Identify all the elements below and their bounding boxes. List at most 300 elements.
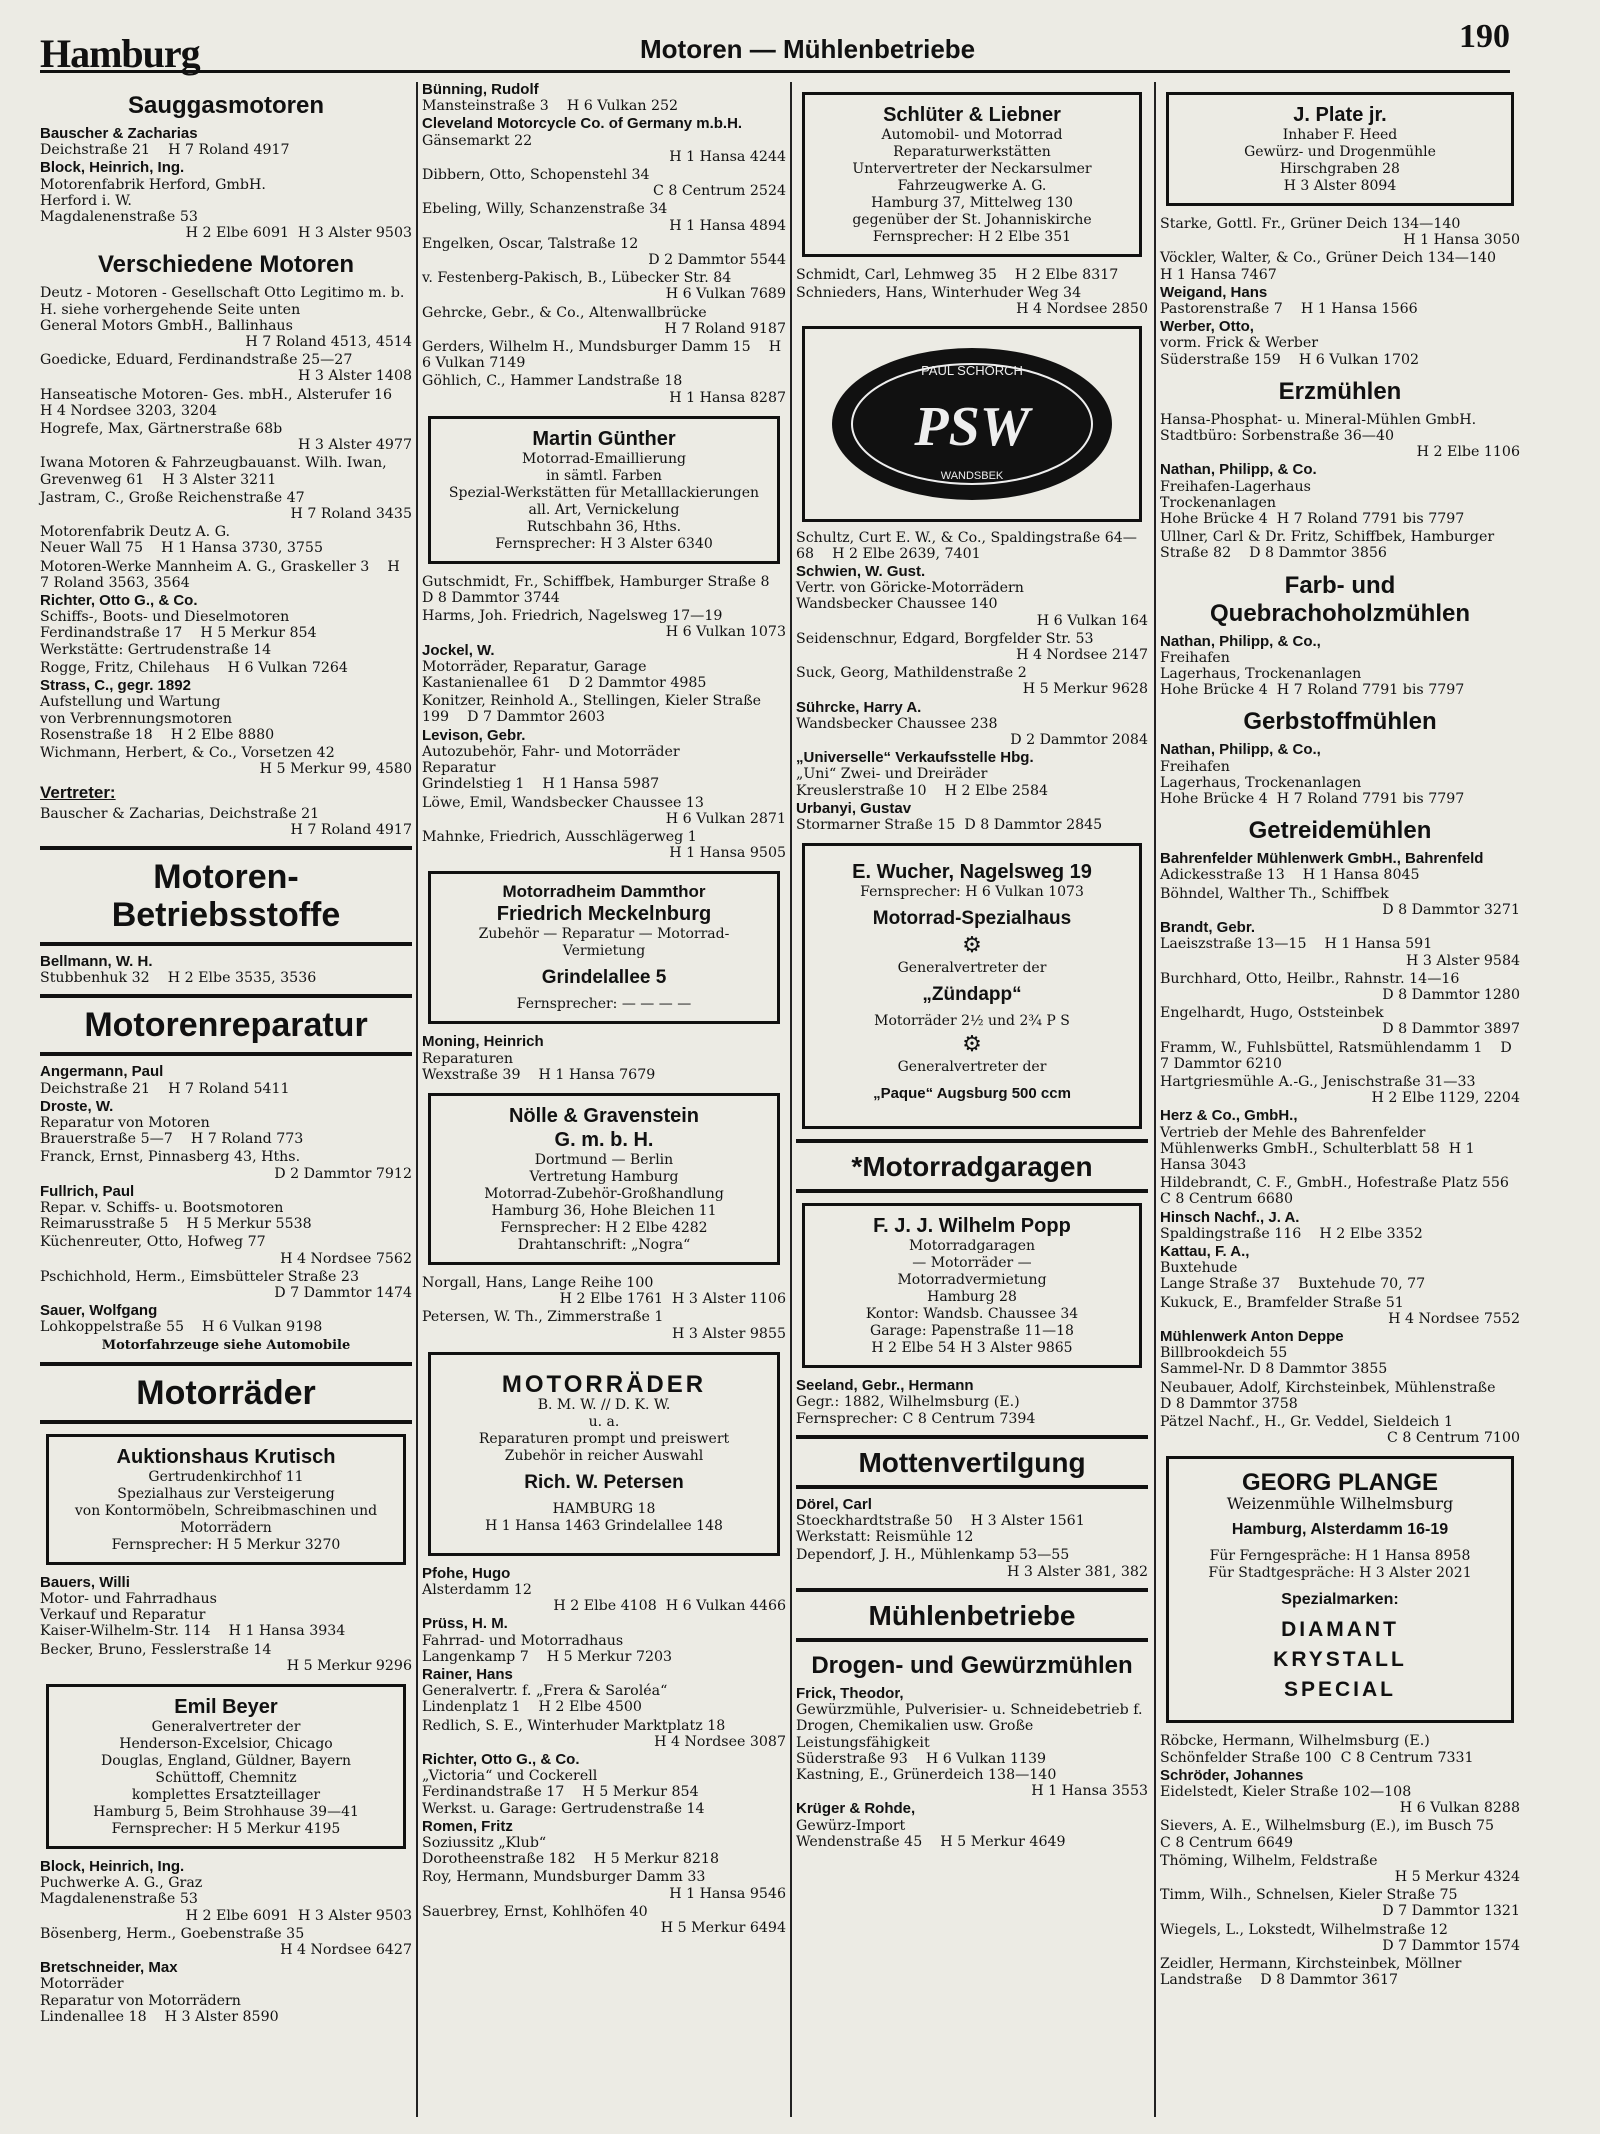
entry-line: Norgall, Hans, Lange Reihe 100 xyxy=(422,1274,654,1291)
entry-line: H 7 Roland 4513, 4514 xyxy=(245,334,412,351)
directory-entry xyxy=(422,574,786,606)
ad-line: Vertretung Hamburg xyxy=(529,1168,679,1185)
ad-line: Generalvertreter der xyxy=(897,1059,1047,1076)
directory-entry xyxy=(422,1275,786,1307)
entry-line: Stubbenhuk 32 H 2 Elbe 3535, 3536 xyxy=(40,970,317,987)
entry-line: Iwana Motoren & Fahrzeugbauanst. Wilh. Iwan, Grevenweg 61 H 3 Alster 3211 xyxy=(40,455,392,488)
directory-entry xyxy=(1160,1818,1520,1850)
entry-line: D 2 Dammtor 2084 xyxy=(1010,732,1148,749)
entry-name: Strass, C., gegr. 1892 xyxy=(40,677,191,695)
ad-address: Grindelallee 5 xyxy=(541,967,667,989)
entry-name: Bellmann, W. H. xyxy=(40,952,153,970)
logo-mark: PSW xyxy=(914,395,1030,458)
directory-entry xyxy=(40,1269,412,1301)
ad-line: Hamburg 36, Hohe Bleichen 11 xyxy=(491,1202,717,1219)
entry-list xyxy=(40,285,412,777)
logo-bottom-text: WANDSBEK xyxy=(940,469,1004,482)
directory-entry xyxy=(422,339,786,371)
entry-line: H 2 Elbe 1106 xyxy=(1416,444,1520,461)
directory-entry xyxy=(422,236,786,268)
entry-line: Thöming, Wilhelm, Feldstraße xyxy=(1160,1852,1378,1869)
ad-brands xyxy=(1179,1618,1501,1702)
entry-line: Pastorenstraße 7 H 1 Hansa 1566 xyxy=(1160,301,1418,318)
entry-line: Rogge, Fritz, Chilehaus H 6 Vulkan 7264 xyxy=(40,659,348,676)
section-heading: Drogen- und Gewürzmühlen xyxy=(811,1651,1133,1679)
entry-line: H 5 Merkur 99, 4580 xyxy=(259,761,412,778)
entry-name: Richter, Otto G., & Co. xyxy=(40,592,198,610)
entry-list xyxy=(422,1034,786,1083)
ad-line: Automobil- und Motorrad Reparaturwerkstätten xyxy=(881,127,1063,160)
divider xyxy=(796,1588,1148,1592)
entry-name: Pfohe, Hugo xyxy=(422,1564,511,1582)
entry-line: Gewürz-Import xyxy=(796,1817,906,1834)
entry-list xyxy=(422,82,786,406)
entry-line: Hansa-Phosphat- u. Mineral-Mühlen GmbH. xyxy=(1160,411,1477,428)
ad-brand: „Zündapp“ xyxy=(922,984,1022,1006)
ad-lines xyxy=(441,1397,767,1465)
ad-line: Untervertreter der Neckarsulmer Fahrzeugwerke A. G. xyxy=(852,161,1092,194)
entry-line: Kastanienallee 61 D 2 Dammtor 4985 xyxy=(422,675,707,692)
entry-line: Hartgriesmühle A.-G., Jenischstraße 31—33 xyxy=(1160,1073,1476,1090)
entry-name: Nathan, Philipp, & Co. xyxy=(1160,461,1317,479)
ad-lines xyxy=(1179,1548,1501,1582)
entry-line: H 6 Vulkan 1073 xyxy=(665,624,786,641)
entry-name: Nathan, Philipp, & Co., xyxy=(1160,632,1321,650)
entry-line: Hohe Brücke 4 H 7 Roland 7791 bis 7797 xyxy=(1160,791,1465,808)
ornament-icon: ⚙ xyxy=(962,933,982,959)
entry-line: Lagerhaus, Trockenanlagen xyxy=(1160,774,1362,791)
ad-title: Martin Günther xyxy=(532,427,676,450)
entry-name: Hinsch Nachf., J. A. xyxy=(1160,1208,1300,1226)
entry-name: Dörel, Carl xyxy=(796,1495,872,1513)
directory-entry xyxy=(422,201,786,233)
entry-line: Gehrcke, Gebr., & Co., Altenwallbrücke xyxy=(422,304,707,321)
divider xyxy=(796,1435,1148,1439)
brand-special: SPECIAL xyxy=(1283,1678,1396,1702)
entry-line: Ferdinandstraße 17 H 5 Merkur 854 xyxy=(422,1784,699,1801)
column-rule xyxy=(1154,82,1156,2117)
ad-phone: Fernsprecher: — — — — xyxy=(516,996,692,1013)
ad-title-2: G. m. b. H. xyxy=(554,1128,654,1151)
section-heading: Erzmühlen xyxy=(1278,377,1402,405)
directory-entry xyxy=(1160,1295,1520,1327)
entry-line: Hildebrandt, C. F., GmbH., Hofestraße Platz 556 C 8 Centrum 6680 xyxy=(1160,1175,1528,1208)
entry-line: Wendenstraße 45 H 5 Merkur 4649 xyxy=(796,1833,1066,1850)
ad-title: Emil Beyer xyxy=(174,1696,278,1718)
entry-line: Autozubehör, Fahr- und Motorräder xyxy=(422,743,680,760)
ad-line: Drahtanschrift: „Nogra“ xyxy=(517,1236,691,1253)
entry-line: Zeidler, Hermann, Kirchsteinbek, Möllner Landstraße D 8 Dammtor 3617 xyxy=(1160,1956,1466,1989)
ad-line: von Kontormöbeln, Schreibmaschinen und Motorrädern xyxy=(74,1502,378,1536)
entry-list xyxy=(1160,412,1520,562)
entry-name: Schröder, Johannes xyxy=(1160,1766,1304,1784)
ad-line: Rutschbahn 36, Hths. xyxy=(526,518,682,535)
entry-line: Löwe, Emil, Wandsbecker Chaussee 13 xyxy=(422,794,704,811)
entry-line: Kukuck, E., Bramfelder Straße 51 xyxy=(1160,1294,1404,1311)
entry-line: Dibbern, Otto, Schopenstehl 34 xyxy=(422,167,650,184)
ad-lines xyxy=(815,1059,1129,1076)
entry-line: Pschichhold, Herm., Eimsbütteler Straße 23 xyxy=(40,1268,359,1285)
entry-line: Lagerhaus, Trockenanlagen xyxy=(1160,666,1362,683)
ad-line: H 3 Alster 8094 xyxy=(1283,178,1397,194)
advertisement-krutisch xyxy=(46,1434,406,1565)
entry-line: Reimarusstraße 5 H 5 Merkur 5538 xyxy=(40,1216,312,1233)
ad-title: Schlüter & Liebner xyxy=(883,104,1061,126)
column-2 xyxy=(422,82,786,2117)
entry-line: Vertrieb der Mehle des Bahrenfelder Mühlenwerks GmbH., Schulterblatt 58 H 1 Hansa 3043 xyxy=(1160,1124,1480,1173)
entry-line: D 2 Dammtor 5544 xyxy=(648,252,786,269)
directory-entry xyxy=(1160,1380,1520,1412)
directory-entry xyxy=(422,82,786,114)
entry-line: Laeiszstraße 13—15 H 1 Hansa 591 xyxy=(1160,936,1433,953)
entry-line: Gewürzmühle, Pulverisier- u. Schneidebetrieb f. Drogen, Chemikalien usw. Große Leistungsfähigkeit xyxy=(796,1702,1147,1751)
entry-line: H 5 Merkur 6494 xyxy=(660,1920,786,1936)
column-1 xyxy=(40,82,412,2117)
entry-list xyxy=(1160,216,1520,368)
entry-line: Reparatur von Motoren xyxy=(40,1114,210,1131)
entry-line: „Uni“ Zwei- und Dreiräder xyxy=(796,766,988,783)
entry-line: Gerders, Wilhelm H., Mundsburger Damm 15 H 6 Vulkan 7149 xyxy=(422,339,786,372)
entry-line: Wandsbecker Chaussee 238 xyxy=(796,715,998,732)
entry-list xyxy=(1160,1733,1520,1988)
entry-line: Süderstraße 159 H 6 Vulkan 1702 xyxy=(1160,351,1420,368)
directory-entry xyxy=(796,700,1148,749)
section-heading: Motorenreparatur xyxy=(84,1006,368,1045)
entry-line: H 5 Merkur 4324 xyxy=(1394,1869,1520,1886)
entry-line: Lange Straße 37 Buxtehude 70, 77 xyxy=(1160,1276,1426,1293)
entry-line: Motorräder, Reparatur, Garage xyxy=(422,658,647,675)
ad-lines xyxy=(1179,127,1501,195)
ad-line: Generalvertreter der xyxy=(151,1719,301,1735)
entry-name: Weigand, Hans xyxy=(1160,283,1268,301)
entry-list xyxy=(40,1859,412,2025)
directory-entry xyxy=(40,1184,412,1233)
entry-line: Schiffs-, Boots- und Dieselmotoren xyxy=(40,609,290,626)
entry-line: Werkst. u. Garage: Gertrudenstraße 14 xyxy=(422,1800,705,1817)
entry-line: Mansteinstraße 3 H 6 Vulkan 252 xyxy=(422,98,679,115)
ad-title: Auktionshaus Krutisch xyxy=(116,1445,336,1468)
entry-name: Frick, Theodor, xyxy=(796,1684,904,1702)
ad-title: E. Wucher, Nagelsweg 19 xyxy=(852,861,1092,884)
ad-phone: H 1 Hansa 1463 Grindelallee 148 xyxy=(485,1517,723,1534)
entry-line: H 6 Vulkan 8288 xyxy=(1399,1800,1520,1817)
advertisement-guenther xyxy=(428,416,780,564)
entry-name: Moning, Heinrich xyxy=(422,1033,544,1051)
entry-name: Block, Heinrich, Ing. xyxy=(40,159,185,177)
entry-line: Dorotheenstraße 182 H 5 Merkur 8218 xyxy=(422,1851,719,1868)
entry-line: Franck, Ernst, Pinnasberg 43, Hths. xyxy=(40,1149,301,1166)
ad-phone: Fernsprecher: H 6 Vulkan 1073 xyxy=(860,884,1084,901)
ad-address: Hamburg, Alsterdamm 16-19 xyxy=(1231,1521,1449,1539)
directory-entry xyxy=(40,352,412,384)
entry-line: Burchhard, Otto, Heilbr., Rahnstr. 14—16 xyxy=(1160,970,1460,987)
directory-entry xyxy=(796,285,1148,317)
entry-line: H 5 Merkur 9296 xyxy=(286,1657,412,1674)
ad-line: Gewürz- und Drogenmühle xyxy=(1244,144,1436,160)
ad-line: Für Ferngespräche: H 1 Hansa 8958 xyxy=(1209,1548,1471,1565)
directory-entry xyxy=(796,1378,1148,1427)
page-header xyxy=(40,18,1510,76)
entry-name: Schwien, W. Gust. xyxy=(796,563,926,581)
directory-entry xyxy=(1160,634,1520,699)
ad-line: Hamburg 28 xyxy=(927,1289,1017,1306)
ad-line: Motorradgaragen xyxy=(908,1238,1036,1255)
entry-line: Fahrrad- und Motorradhaus xyxy=(422,1632,624,1649)
entry-line: Ebeling, Willy, Schanzenstraße 34 xyxy=(422,201,668,218)
ad-lines xyxy=(441,926,767,960)
entry-name: Cleveland Motorcycle Co. of Germany m.b.H. xyxy=(422,115,743,133)
ad-line: Fernsprecher: H 2 Elbe 4282 xyxy=(500,1219,708,1236)
entry-line: Motorenfabrik Herford, GmbH. xyxy=(40,176,266,193)
directory-entry xyxy=(422,116,786,165)
brand-krystall: KRYSTALL xyxy=(1273,1648,1407,1672)
page-city: Hamburg xyxy=(40,31,200,76)
entry-line: H 6 Vulkan 7689 xyxy=(665,286,786,303)
directory-entry xyxy=(422,1566,786,1615)
section-heading: Motorräder xyxy=(136,1373,316,1412)
entry-line: Reparatur von Motorrädern xyxy=(40,1992,241,2009)
divider xyxy=(40,994,412,998)
directory-entry xyxy=(1160,886,1520,918)
directory-entry xyxy=(1160,1175,1528,1208)
ad-lines xyxy=(59,1469,393,1554)
directory-entry xyxy=(40,126,412,158)
ad-lines xyxy=(441,1152,767,1254)
entry-line: Adickesstraße 13 H 1 Hansa 8045 xyxy=(1160,867,1420,884)
entry-name: Bauscher & Zacharias xyxy=(40,125,198,142)
entry-line: von Verbrennungsmotoren xyxy=(40,710,233,727)
entry-line: Generalvertr. f. „Frera & Saroléa“ xyxy=(422,1683,668,1700)
entry-line: D 7 Dammtor 1321 xyxy=(1382,1903,1520,1920)
entry-line: Göhlich, C., Hammer Landstraße 18 xyxy=(422,373,683,390)
directory-entry xyxy=(1160,1887,1520,1919)
entry-line: H 1 Hansa 3050 xyxy=(1403,232,1520,249)
entry-name: Brandt, Gebr. xyxy=(1160,919,1256,937)
entry-line: Stormarner Straße 15 D 8 Dammtor 2845 xyxy=(796,817,1103,834)
entry-list xyxy=(1160,634,1520,699)
directory-entry xyxy=(1160,412,1520,461)
entry-line: Neuer Wall 75 H 1 Hansa 3730, 3755 xyxy=(40,540,323,557)
entry-line: Trockenanlagen xyxy=(1160,494,1277,511)
entry-line: H 7 Roland 9187 xyxy=(664,320,786,337)
page-number: 190 xyxy=(1459,18,1510,55)
directory-entry xyxy=(1160,529,1520,561)
directory-entry xyxy=(796,665,1148,697)
entry-line: Reparaturen xyxy=(422,1050,514,1067)
directory-entry xyxy=(1160,1733,1520,1765)
ad-line: Fernsprecher: H 5 Merkur 3270 xyxy=(111,1536,341,1553)
entry-line: Puchwerke A. G., Graz xyxy=(40,1875,203,1892)
divider xyxy=(796,1638,1148,1642)
section-heading: Verschiedene Motoren xyxy=(97,251,355,279)
directory-entry xyxy=(40,1575,412,1640)
psw-logo xyxy=(802,326,1142,522)
directory-entry xyxy=(40,660,412,676)
directory-entry xyxy=(1160,1853,1520,1885)
directory-entry xyxy=(1160,216,1520,248)
directory-entry xyxy=(40,1234,412,1266)
entry-line: D 8 Dammtor 3271 xyxy=(1382,901,1520,918)
entry-line: Buxtehude xyxy=(1160,1260,1238,1277)
directory-entry xyxy=(422,1869,786,1901)
directory-entry xyxy=(1160,1244,1520,1293)
entry-line: H 1 Hansa 4244 xyxy=(669,148,786,165)
entry-line: Böhndel, Walther Th., Schiffbek xyxy=(1160,885,1389,902)
advertisement-beyer xyxy=(46,1684,406,1849)
entry-name: Rainer, Hans xyxy=(422,1665,513,1683)
ad-line: Hamburg 37, Mittelweg 130 xyxy=(871,195,1073,211)
directory-entry xyxy=(1160,742,1520,807)
entry-line: Bauscher & Zacharias, Deichstraße 21 xyxy=(40,805,320,822)
directory-entry xyxy=(1160,1414,1520,1446)
column-4 xyxy=(1160,82,1528,2117)
ad-line: Hamburg 5, Beim Strohhause 39—41 xyxy=(93,1804,359,1820)
divider xyxy=(40,942,412,946)
ad-title-2: Friedrich Meckelnburg xyxy=(496,903,712,926)
directory-entry xyxy=(40,455,412,487)
ad-line: in sämtl. Farben xyxy=(546,467,662,484)
entry-line: Seidenschnur, Edgard, Borgfelder Str. 53 xyxy=(796,630,1094,647)
entry-line: Becker, Bruno, Fesslerstraße 14 xyxy=(40,1641,272,1658)
directory-entry xyxy=(1160,920,1520,969)
entry-line: Suck, Georg, Mathildenstraße 2 xyxy=(796,665,1027,682)
entry-list xyxy=(40,126,412,241)
directory-entry xyxy=(40,593,412,658)
entry-name: Bünning, Rudolf xyxy=(422,81,539,98)
entry-name: Prüss, H. M. xyxy=(422,1615,508,1633)
ad-line: Garage: Papenstraße 11—18 xyxy=(870,1323,1074,1340)
entry-name: Block, Heinrich, Ing. xyxy=(40,1858,185,1875)
ad-line: Dortmund — Berlin xyxy=(534,1151,674,1168)
ad-title: MOTORRÄDER xyxy=(501,1370,707,1398)
directory-entry xyxy=(40,954,412,986)
brand-diamant: DIAMANT xyxy=(1281,1618,1399,1642)
directory-entry xyxy=(1160,319,1520,368)
entry-line: Aufstellung und Wartung xyxy=(40,694,221,711)
entry-line: H 2 Elbe 1129, 2204 xyxy=(1371,1090,1520,1107)
ad-lines xyxy=(441,451,767,553)
entry-line: Brauerstraße 5—7 H 7 Roland 773 xyxy=(40,1131,304,1148)
advertisement-noelle xyxy=(428,1093,780,1265)
entry-line: Freihafen-Lagerhaus xyxy=(1160,478,1311,495)
entry-line: Sammel-Nr. D 8 Dammtor 3855 xyxy=(1160,1361,1388,1378)
entry-list xyxy=(1160,742,1520,807)
directory-entry xyxy=(40,678,412,743)
directory-entry xyxy=(1160,1005,1520,1037)
entry-line: Kaiser-Wilhelm-Str. 114 H 1 Hansa 3934 xyxy=(40,1623,346,1640)
directory-entry xyxy=(796,801,1148,833)
entry-name: Mühlenwerk Anton Deppe xyxy=(1160,1327,1344,1345)
directory-entry xyxy=(1160,1210,1520,1242)
directory-entry xyxy=(40,1149,412,1181)
advertisement-wucher xyxy=(802,843,1142,1129)
entry-name: Bretschneider, Max xyxy=(40,1959,178,1977)
directory-entry xyxy=(796,530,1148,562)
column-3 xyxy=(796,82,1148,2117)
directory-entry xyxy=(40,524,412,556)
entry-line: D 2 Dammtor 7912 xyxy=(274,1165,412,1182)
directory-entry xyxy=(40,490,412,522)
ad-line: Zubehör — Reparatur — Motorrad-Vermietung xyxy=(478,926,730,960)
entry-line: Gegr.: 1882, Wilhelmsburg (E.) xyxy=(796,1394,1020,1411)
entry-line: Stadtbüro: Sorbenstraße 36—40 xyxy=(1160,428,1395,445)
ad-line: Fernsprecher: H 5 Merkur 4195 xyxy=(111,1821,341,1837)
directory-entry xyxy=(40,160,412,241)
entry-line: Soziussitz „Klub“ xyxy=(422,1834,547,1851)
entry-line: Engelken, Oscar, Talstraße 12 xyxy=(422,235,639,252)
ad-company: Rich. W. Petersen xyxy=(524,1471,684,1493)
ornament-icon: ⚙ xyxy=(962,1032,982,1058)
directory-entry xyxy=(796,267,1148,283)
ad-line: — Motorräder — xyxy=(912,1255,1032,1272)
entry-line: Rosenstraße 18 H 2 Elbe 8880 xyxy=(40,726,275,743)
entry-line: Timm, Wilh., Schnelsen, Kieler Straße 75 xyxy=(1160,1887,1458,1904)
entry-line: Kastning, E., Grünerdeich 138—140 xyxy=(796,1766,1057,1783)
entry-line: Motor- und Fahrradhaus xyxy=(40,1590,217,1607)
entry-line: vorm. Frick & Werber xyxy=(1160,335,1319,352)
directory-entry xyxy=(40,1859,412,1924)
ad-line: gegenüber der St. Johanniskirche xyxy=(852,212,1092,228)
divider xyxy=(40,846,412,850)
ad-line: H 2 Elbe 54 H 3 Alster 9865 xyxy=(871,1340,1073,1357)
directory-entry xyxy=(422,1667,786,1716)
entry-line: Hanseatische Motoren- Ges. mbH., Alsterufer 16 H 4 Nordsee 3203, 3204 xyxy=(40,386,411,419)
entry-line: Motorräder xyxy=(40,1976,124,1993)
ad-title: J. Plate jr. xyxy=(1293,104,1387,126)
ad-spez-heading: Spezialmarken: xyxy=(1281,1591,1399,1609)
entry-name: Sührcke, Harry A. xyxy=(796,698,922,716)
ad-line: komplettes Ersatzteillager xyxy=(131,1787,321,1803)
advertisement-dammthor xyxy=(428,871,780,1024)
entry-name: Richter, Otto G., & Co. xyxy=(422,1750,580,1768)
divider xyxy=(796,1139,1148,1143)
entry-line: Ullner, Carl & Dr. Fritz, Schiffbek, Hamburger Straße 82 D 8 Dammtor 3856 xyxy=(1160,529,1499,562)
entry-line: H 1 Hansa 9505 xyxy=(669,845,786,862)
directory-entry xyxy=(1160,1040,1520,1072)
ad-subtitle: Weizenmühle Wilhelmsburg xyxy=(1226,1494,1454,1514)
ad-title: F. J. J. Wilhelm Popp xyxy=(873,1215,1071,1238)
entry-line: H 3 Alster 9584 xyxy=(1406,952,1520,969)
entry-line: Magdalenenstraße 53 xyxy=(40,1891,198,1908)
directory-entry xyxy=(40,1064,412,1096)
directory-entry xyxy=(422,270,786,302)
entry-line: Gänsemarkt 22 xyxy=(422,132,533,149)
entry-name: Bauers, Willi xyxy=(40,1573,130,1591)
entry-list xyxy=(796,1497,1148,1580)
divider xyxy=(40,1362,412,1366)
entry-line: Spaldingstraße 116 H 2 Elbe 3352 xyxy=(1160,1225,1423,1242)
directory-entry xyxy=(422,608,786,640)
directory-entry xyxy=(40,1303,412,1335)
entry-line: D 7 Dammtor 1474 xyxy=(274,1284,412,1301)
entry-line: „Victoria“ und Cockerell xyxy=(422,1768,598,1785)
entry-line: H 2 Elbe 6091 H 3 Alster 9503 xyxy=(185,1907,412,1924)
entry-line: v. Festenberg-Pakisch, B., Lübecker Str. 84 xyxy=(422,270,732,287)
entry-line: Billbrookdeich 55 xyxy=(1160,1345,1288,1362)
entry-line: Lindenplatz 1 H 2 Elbe 4500 xyxy=(422,1699,642,1716)
entry-name: Herz & Co., GmbH., xyxy=(1160,1107,1298,1125)
entry-line: Vöckler, Walter, & Co., Grüner Deich 134—140 H 1 Hansa 7467 xyxy=(1160,250,1515,283)
ad-line: B. M. W. // D. K. W. xyxy=(537,1396,671,1413)
ad-subtitle: Motorrad-Spezialhaus xyxy=(872,908,1072,930)
page-topic: Motoren — Mühlenbetriebe xyxy=(640,34,976,64)
entry-name: „Universelle“ Verkaufsstelle Hbg. xyxy=(796,749,1034,767)
column-rule xyxy=(416,82,418,2117)
entry-line: Gutschmidt, Fr., Schiffbek, Hamburger Straße 8 D 8 Dammtor 3744 xyxy=(422,573,788,607)
directory-entry xyxy=(422,1034,786,1083)
entry-line: H 4 Nordsee 7552 xyxy=(1388,1310,1520,1327)
directory-entry xyxy=(40,421,412,453)
